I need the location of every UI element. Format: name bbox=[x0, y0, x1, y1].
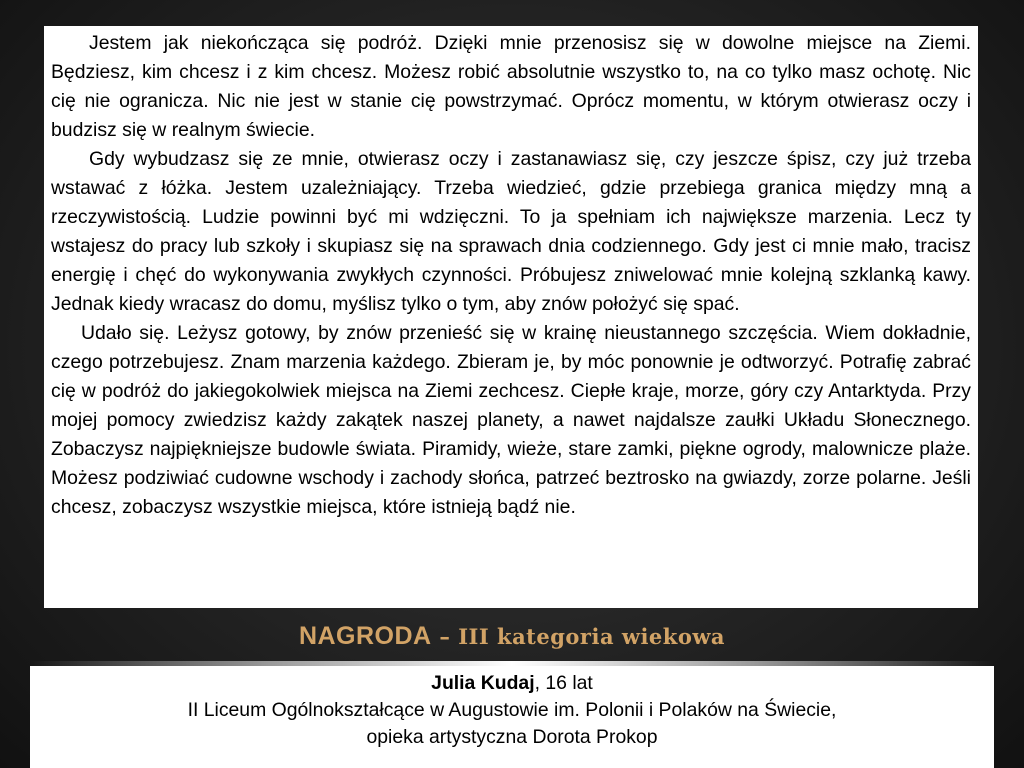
award-title: NAGRODA bbox=[298, 622, 432, 650]
story-paragraph-3: Udało się. Leżysz gotowy, by znów przenieść się w krainę nieustannego szczęścia. Wiem dokładnie, czego potrzebujesz. Znam marzenia każdego. Zbieram je, by móc ponownie je odtworzyć. Potrafię zabrać cię w podróż do jakiegokolwiek miejsca na Ziemi zechcesz. Ciepłe kraje, morze, góry czy Antarktyda. Przy mojej pomocy zwiedzisz każdy zakątek naszej planety, a nawet najdalsze zaułki Układu Słonecznego. Zobaczysz najpiękniejsze budowle świata. Piramidy, wieże, stare zamki, piękne ogrody, malownicze plaże. Możesz podziwiać cudowne wschody i zachody słońca, patrzeć beztrosko na gwiazdy, zorze polarne. Jeśli chcesz, zobaczysz wszystkie miejsca, które istnieją bądź nie. bbox=[51, 322, 971, 518]
author-name: Julia Kudaj bbox=[431, 672, 535, 694]
story-text-box bbox=[44, 26, 978, 608]
story-paragraph-2: Gdy wybudzasz się ze mnie, otwierasz oczy i zastanawiasz się, czy jeszcze śpisz, czy już trzeba wstawać z łóżka. Jestem uzależniający. Trzeba wiedzieć, gdzie przebiega granica między mną a rzeczywistością. Ludzie powinni być mi wdzięczni. To ja spełniam ich największe marzenia. Lecz ty wstajesz do pracy lub szkoły i skupiasz się na sprawach dnia codziennego. Gdy jest ci mnie mało, tracisz energię i chęć do wykonywania zwykłych czynności. Próbujesz zniwelować mnie kolejną szklanką kawy. Jednak kiedy wracasz do domu, myślisz tylko o tym, aby znów położyć się spać. bbox=[51, 148, 971, 315]
author-age: , 16 lat bbox=[534, 672, 593, 694]
story-paragraph-1: Jestem jak niekończąca się podróż. Dzięki mnie przenosisz się w dowolne miejsce na Ziemi. Będziesz, kim chcesz i z kim chcesz. Możesz robić absolutnie wszystko to, na co tylko masz ochotę. Nic cię nie ogranicza. Nic nie jest w stanie cię powstrzymać. Oprócz momentu, w którym otwierasz oczy i budzisz się w realnym świecie. bbox=[51, 32, 971, 141]
author-supervisor: opieka artystyczna Dorota Prokop bbox=[366, 726, 658, 748]
author-info-box bbox=[30, 666, 994, 768]
author-line bbox=[30, 670, 994, 697]
award-heading bbox=[0, 617, 1024, 656]
author-school: II Liceum Ogólnokształcące w Augustowie im. Polonii i Polaków na Świecie, bbox=[187, 699, 837, 721]
award-subtitle: – III kategoria wiekowa bbox=[431, 624, 726, 649]
